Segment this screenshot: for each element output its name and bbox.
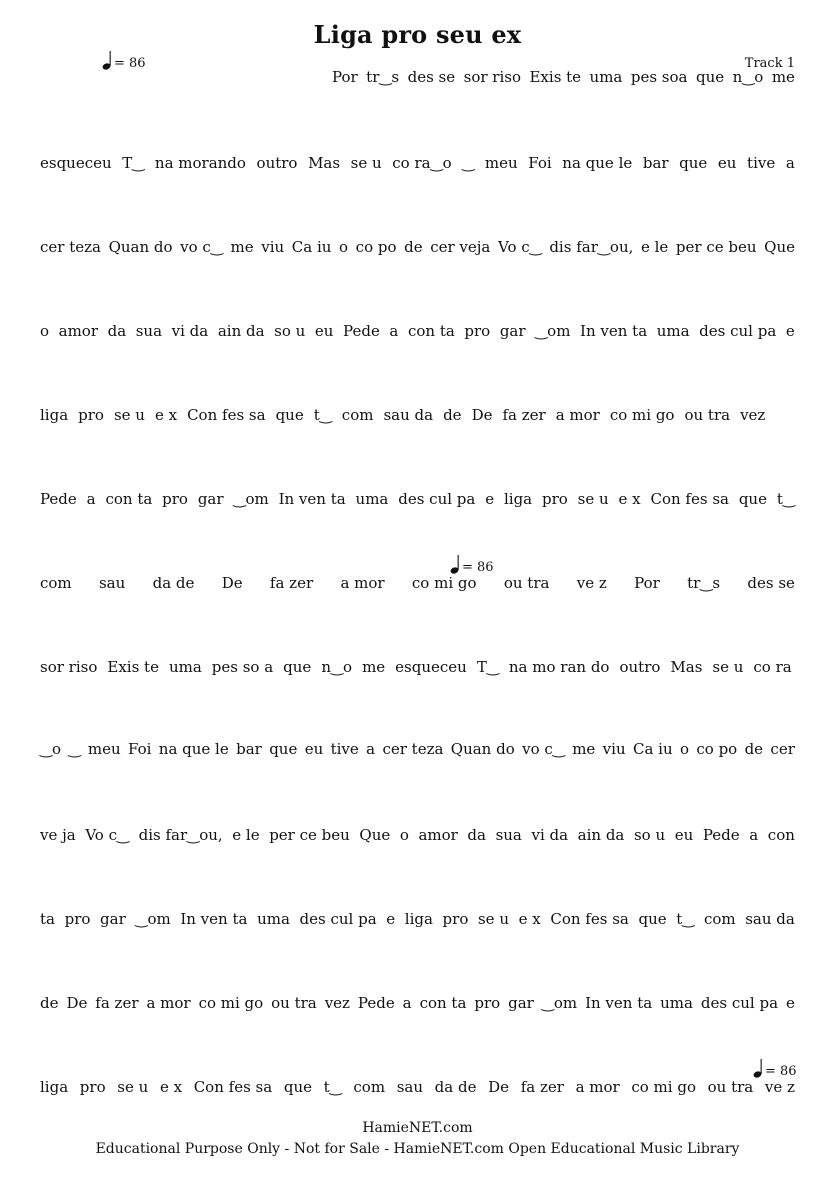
lyric-word: co ra‿o xyxy=(392,154,452,172)
tempo-marking xyxy=(450,554,494,574)
lyric-word: sor riso xyxy=(463,68,521,86)
lyric-word: In ven ta xyxy=(585,994,653,1012)
lyric-word: liga xyxy=(40,406,69,424)
lyric-word: o xyxy=(679,740,690,758)
lyric-word: ou tra xyxy=(503,574,550,592)
lyric-word: uma xyxy=(355,490,389,508)
lyric-word: de xyxy=(443,406,462,424)
lyric-word: so u xyxy=(633,826,666,844)
lyric-word: me xyxy=(362,658,386,676)
lyric-word: viu xyxy=(602,740,626,758)
lyric-word: con ta xyxy=(407,322,455,340)
lyric-word: In ven ta xyxy=(580,322,648,340)
track-label: Track 1 xyxy=(744,56,795,71)
lyric-word: a mor xyxy=(146,994,191,1012)
lyric-word: co po xyxy=(355,238,397,256)
lyric-line xyxy=(40,1078,795,1096)
lyric-word: des cul pa xyxy=(299,910,377,928)
lyric-word: e le xyxy=(640,238,669,256)
lyric-word: e x xyxy=(518,910,541,928)
lyric-word: Con fes sa xyxy=(550,910,629,928)
lyric-word: ‿om xyxy=(233,490,269,508)
lyric-word: De xyxy=(471,406,493,424)
lyric-word: In ven ta xyxy=(180,910,248,928)
lyric-word: fa zer xyxy=(520,1078,564,1096)
lyric-word: dis far‿ou, xyxy=(138,826,223,844)
lyric-word: De xyxy=(488,1078,510,1096)
lyric-word: amor xyxy=(58,322,98,340)
lyric-word: sua xyxy=(495,826,522,844)
lyric-word: sor riso xyxy=(40,658,98,676)
lyric-word: com xyxy=(341,406,374,424)
lyric-word: ou tra xyxy=(707,1078,754,1096)
lyric-word: co mi go xyxy=(411,574,477,592)
quarter-note-icon xyxy=(450,554,460,574)
lyric-word: co mi go xyxy=(609,406,675,424)
lyric-word: pro xyxy=(541,490,568,508)
lyric-word: a xyxy=(366,740,376,758)
lyric-word: cer xyxy=(770,740,795,758)
lyric-word: Con fes sa xyxy=(193,1078,273,1096)
lyric-word: que xyxy=(275,406,304,424)
lyric-word: t‿ xyxy=(676,910,695,928)
lyric-word: e le xyxy=(232,826,260,844)
tempo-marking xyxy=(102,50,146,70)
quarter-note-icon xyxy=(102,50,112,70)
quarter-note-icon xyxy=(753,1058,763,1078)
lyric-word: ‿ xyxy=(462,154,475,172)
lyric-word: esqueceu xyxy=(40,154,112,172)
lyric-word: pro xyxy=(442,910,469,928)
lyric-word: Vo c‿ xyxy=(498,238,542,256)
lyric-word: gar xyxy=(197,490,224,508)
lyric-word: na mo ran do xyxy=(508,658,610,676)
lyric-word: des cul pa xyxy=(700,994,779,1012)
lyric-word: a xyxy=(402,994,412,1012)
lyric-word: De xyxy=(66,994,88,1012)
lyric-word: bar xyxy=(642,154,669,172)
lyric-word: vo c‿ xyxy=(180,238,223,256)
lyric-word: uma xyxy=(589,68,623,86)
lyric-word: dis far‿ou, xyxy=(549,238,634,256)
lyric-word: eu xyxy=(674,826,694,844)
lyric-word: que xyxy=(679,154,708,172)
lyric-word: esqueceu xyxy=(395,658,467,676)
lyric-word: sau xyxy=(396,1078,424,1096)
lyric-word: cer veja xyxy=(430,238,491,256)
lyric-word: con xyxy=(767,826,795,844)
lyric-word: de xyxy=(40,994,59,1012)
lyric-word: na morando xyxy=(154,154,246,172)
lyric-word: e xyxy=(386,910,396,928)
lyric-word: tr‿s xyxy=(366,68,400,86)
lyric-word: des se xyxy=(747,574,795,592)
lyric-word: e xyxy=(485,490,495,508)
footer-site: HamieNET.com xyxy=(362,1120,473,1136)
lyric-word: t‿ xyxy=(313,406,332,424)
lyric-word: fa zer xyxy=(269,574,314,592)
lyric-word: co mi go xyxy=(198,994,264,1012)
lyric-word: eu xyxy=(717,154,737,172)
footer-note: Educational Purpose Only - Not for Sale - HamieNET.com Open Educational Music Library xyxy=(95,1141,740,1157)
lyric-word: eu xyxy=(314,322,334,340)
lyric-word: co po xyxy=(696,740,738,758)
lyric-word: Con fes sa xyxy=(187,406,266,424)
lyric-word: da de xyxy=(434,1078,477,1096)
lyric-word: se u xyxy=(117,1078,149,1096)
lyric-word: eu xyxy=(304,740,324,758)
tempo-value: = 86 xyxy=(114,56,146,71)
lyric-word: n‿o xyxy=(732,68,764,86)
lyric-word: Vo c‿ xyxy=(85,826,130,844)
lyric-word: bar xyxy=(236,740,262,758)
lyric-word: Que xyxy=(764,238,795,256)
lyric-word: na que le xyxy=(562,154,633,172)
lyric-word: Exis te xyxy=(107,658,159,676)
lyric-word: ‿om xyxy=(135,910,171,928)
lyric-line xyxy=(40,658,795,676)
lyric-word: des cul pa xyxy=(398,490,476,508)
lyric-word: com xyxy=(703,910,736,928)
lyric-word: da xyxy=(467,826,486,844)
lyric-word: que xyxy=(269,740,298,758)
lyric-word: sau xyxy=(98,574,126,592)
lyric-word: de xyxy=(744,740,764,758)
lyric-word: que xyxy=(695,68,725,86)
lyric-word: Que xyxy=(359,826,391,844)
lyric-word: vez xyxy=(324,994,350,1012)
lyric-word: Ca iu xyxy=(291,238,332,256)
lyric-line xyxy=(40,994,795,1012)
lyric-word: cer teza xyxy=(40,238,101,256)
lyric-word: ‿ xyxy=(68,740,81,758)
lyric-word: vi da xyxy=(171,322,209,340)
lyric-word: sua xyxy=(135,322,163,340)
tempo-marking xyxy=(753,1058,797,1078)
lyric-word: ain da xyxy=(577,826,625,844)
lyric-word: Por xyxy=(634,574,660,592)
lyric-word: a xyxy=(749,826,759,844)
lyric-word: ‿om xyxy=(541,994,578,1012)
lyric-word: pes soa xyxy=(630,68,688,86)
lyric-word: cer teza xyxy=(382,740,444,758)
lyric-word: T‿ xyxy=(122,154,145,172)
lyric-word: que xyxy=(738,490,767,508)
lyric-word: sau da xyxy=(745,910,795,928)
lyric-word: a mor xyxy=(340,574,385,592)
lyric-word: ‿o xyxy=(40,740,62,758)
lyric-word: a mor xyxy=(575,1078,620,1096)
lyric-word: se u xyxy=(577,490,609,508)
lyric-word: sau da xyxy=(383,406,434,424)
lyric-word: Con fes sa xyxy=(650,490,729,508)
lyric-word: Por xyxy=(332,68,358,86)
lyric-word: a xyxy=(86,490,96,508)
lyric-word: Foi xyxy=(528,154,552,172)
lyric-word: se u xyxy=(350,154,382,172)
lyric-word: da de xyxy=(152,574,195,592)
lyric-line xyxy=(40,574,795,592)
lyric-word: fa zer xyxy=(502,406,546,424)
lyric-word: me xyxy=(771,68,795,86)
lyric-word: outro xyxy=(256,154,298,172)
lyric-word: de xyxy=(404,238,423,256)
lyric-line xyxy=(40,490,795,508)
lyric-word: me xyxy=(572,740,596,758)
lyric-word: co ra xyxy=(753,658,792,676)
lyric-word: Foi xyxy=(128,740,152,758)
tempo-value: = 86 xyxy=(462,560,494,575)
lyric-word: ta xyxy=(40,910,55,928)
lyric-word: a xyxy=(389,322,399,340)
lyric-word: se u xyxy=(113,406,145,424)
lyric-line xyxy=(40,910,795,928)
lyric-word: De xyxy=(221,574,243,592)
lyric-word: T‿ xyxy=(476,658,499,676)
lyric-word: meu xyxy=(484,154,518,172)
lyric-word: des cul pa xyxy=(699,322,777,340)
lyric-word: gar xyxy=(499,322,526,340)
lyric-word: com xyxy=(353,1078,386,1096)
lyric-word: se u xyxy=(477,910,509,928)
lyric-word: e x xyxy=(618,490,641,508)
lyric-word: com xyxy=(40,574,72,592)
lyric-word: pro xyxy=(79,1078,106,1096)
lyric-word: ‿om xyxy=(535,322,571,340)
lyric-word: que xyxy=(638,910,667,928)
lyric-word: amor xyxy=(418,826,458,844)
lyric-word: gar xyxy=(508,994,534,1012)
lyric-word: vi da xyxy=(531,826,569,844)
lyric-word: Ca iu xyxy=(632,740,673,758)
lyric-line xyxy=(332,68,795,86)
lyric-word: pes so a xyxy=(211,658,274,676)
lyric-word: o xyxy=(399,826,409,844)
lyric-word: que xyxy=(283,658,312,676)
lyric-word: pro xyxy=(464,322,491,340)
lyric-word: liga xyxy=(40,1078,69,1096)
lyric-word: uma xyxy=(257,910,290,928)
lyric-line xyxy=(40,154,795,172)
lyric-word: ou tra xyxy=(684,406,731,424)
lyric-word: tr‿s xyxy=(687,574,721,592)
lyric-word: Exis te xyxy=(529,68,582,86)
lyric-word: n‿o xyxy=(321,658,353,676)
lyric-word: se u xyxy=(712,658,744,676)
lyric-word: t‿ xyxy=(323,1078,342,1096)
lyric-word: des se xyxy=(407,68,456,86)
lyric-word: e x xyxy=(159,1078,183,1096)
lyric-word: Pede xyxy=(702,826,740,844)
lyric-word: o xyxy=(339,238,349,256)
lyric-word: Mas xyxy=(308,154,341,172)
lyric-word: me xyxy=(230,238,254,256)
lyric-word: ain da xyxy=(217,322,265,340)
lyric-line xyxy=(40,826,795,844)
lyric-word: con ta xyxy=(105,490,153,508)
lyric-word: Mas xyxy=(670,658,703,676)
lyric-line xyxy=(40,238,795,256)
lyric-word: Quan do xyxy=(108,238,173,256)
lyric-word: vez xyxy=(740,406,766,424)
lyric-word: liga xyxy=(503,490,533,508)
lyric-word: gar xyxy=(100,910,126,928)
lyric-word: Quan do xyxy=(450,740,515,758)
lyric-word: e x xyxy=(154,406,178,424)
lyric-word: so u xyxy=(274,322,306,340)
lyric-word: liga xyxy=(404,910,433,928)
lyric-word: viu xyxy=(261,238,285,256)
lyric-word: que xyxy=(283,1078,312,1096)
lyric-line xyxy=(40,740,795,758)
lyric-line xyxy=(40,406,795,424)
lyric-word: con ta xyxy=(419,994,467,1012)
lyric-word: per ce beu xyxy=(675,238,757,256)
lyric-word: outro xyxy=(619,658,661,676)
lyric-word: o xyxy=(40,322,50,340)
lyric-word: ve z xyxy=(764,1078,795,1096)
lyric-word: t‿ xyxy=(776,490,795,508)
lyric-word: ve ja xyxy=(40,826,76,844)
page-title: Liga pro seu ex xyxy=(313,20,522,49)
lyric-word: tive xyxy=(330,740,359,758)
lyric-word: na que le xyxy=(158,740,229,758)
lyric-word: Pede xyxy=(357,994,395,1012)
lyric-word: uma xyxy=(656,322,690,340)
lyric-word: pro xyxy=(78,406,104,424)
lyric-word: pro xyxy=(474,994,501,1012)
lyric-word: pro xyxy=(162,490,188,508)
lyric-word: a mor xyxy=(555,406,600,424)
lyric-word: uma xyxy=(168,658,202,676)
lyric-line xyxy=(40,322,795,340)
lyric-word: co mi go xyxy=(631,1078,696,1096)
lyric-word: fa zer xyxy=(95,994,139,1012)
lyric-word: ve z xyxy=(576,574,607,592)
lyric-word: vo c‿ xyxy=(522,740,565,758)
lyric-word: tive xyxy=(747,154,776,172)
lyric-word: per ce beu xyxy=(269,826,350,844)
lyric-word: Pede xyxy=(343,322,380,340)
lyric-word: ou tra xyxy=(271,994,317,1012)
lyric-word: Pede xyxy=(40,490,77,508)
lyric-word: meu xyxy=(87,740,121,758)
lyric-word: pro xyxy=(64,910,91,928)
lyric-word: a xyxy=(785,154,795,172)
lyric-word: da xyxy=(107,322,127,340)
tempo-value: = 86 xyxy=(765,1064,797,1079)
lyric-word: uma xyxy=(660,994,693,1012)
lyric-word: e xyxy=(785,994,795,1012)
lyric-word: e xyxy=(785,322,795,340)
lyric-word: In ven ta xyxy=(278,490,346,508)
